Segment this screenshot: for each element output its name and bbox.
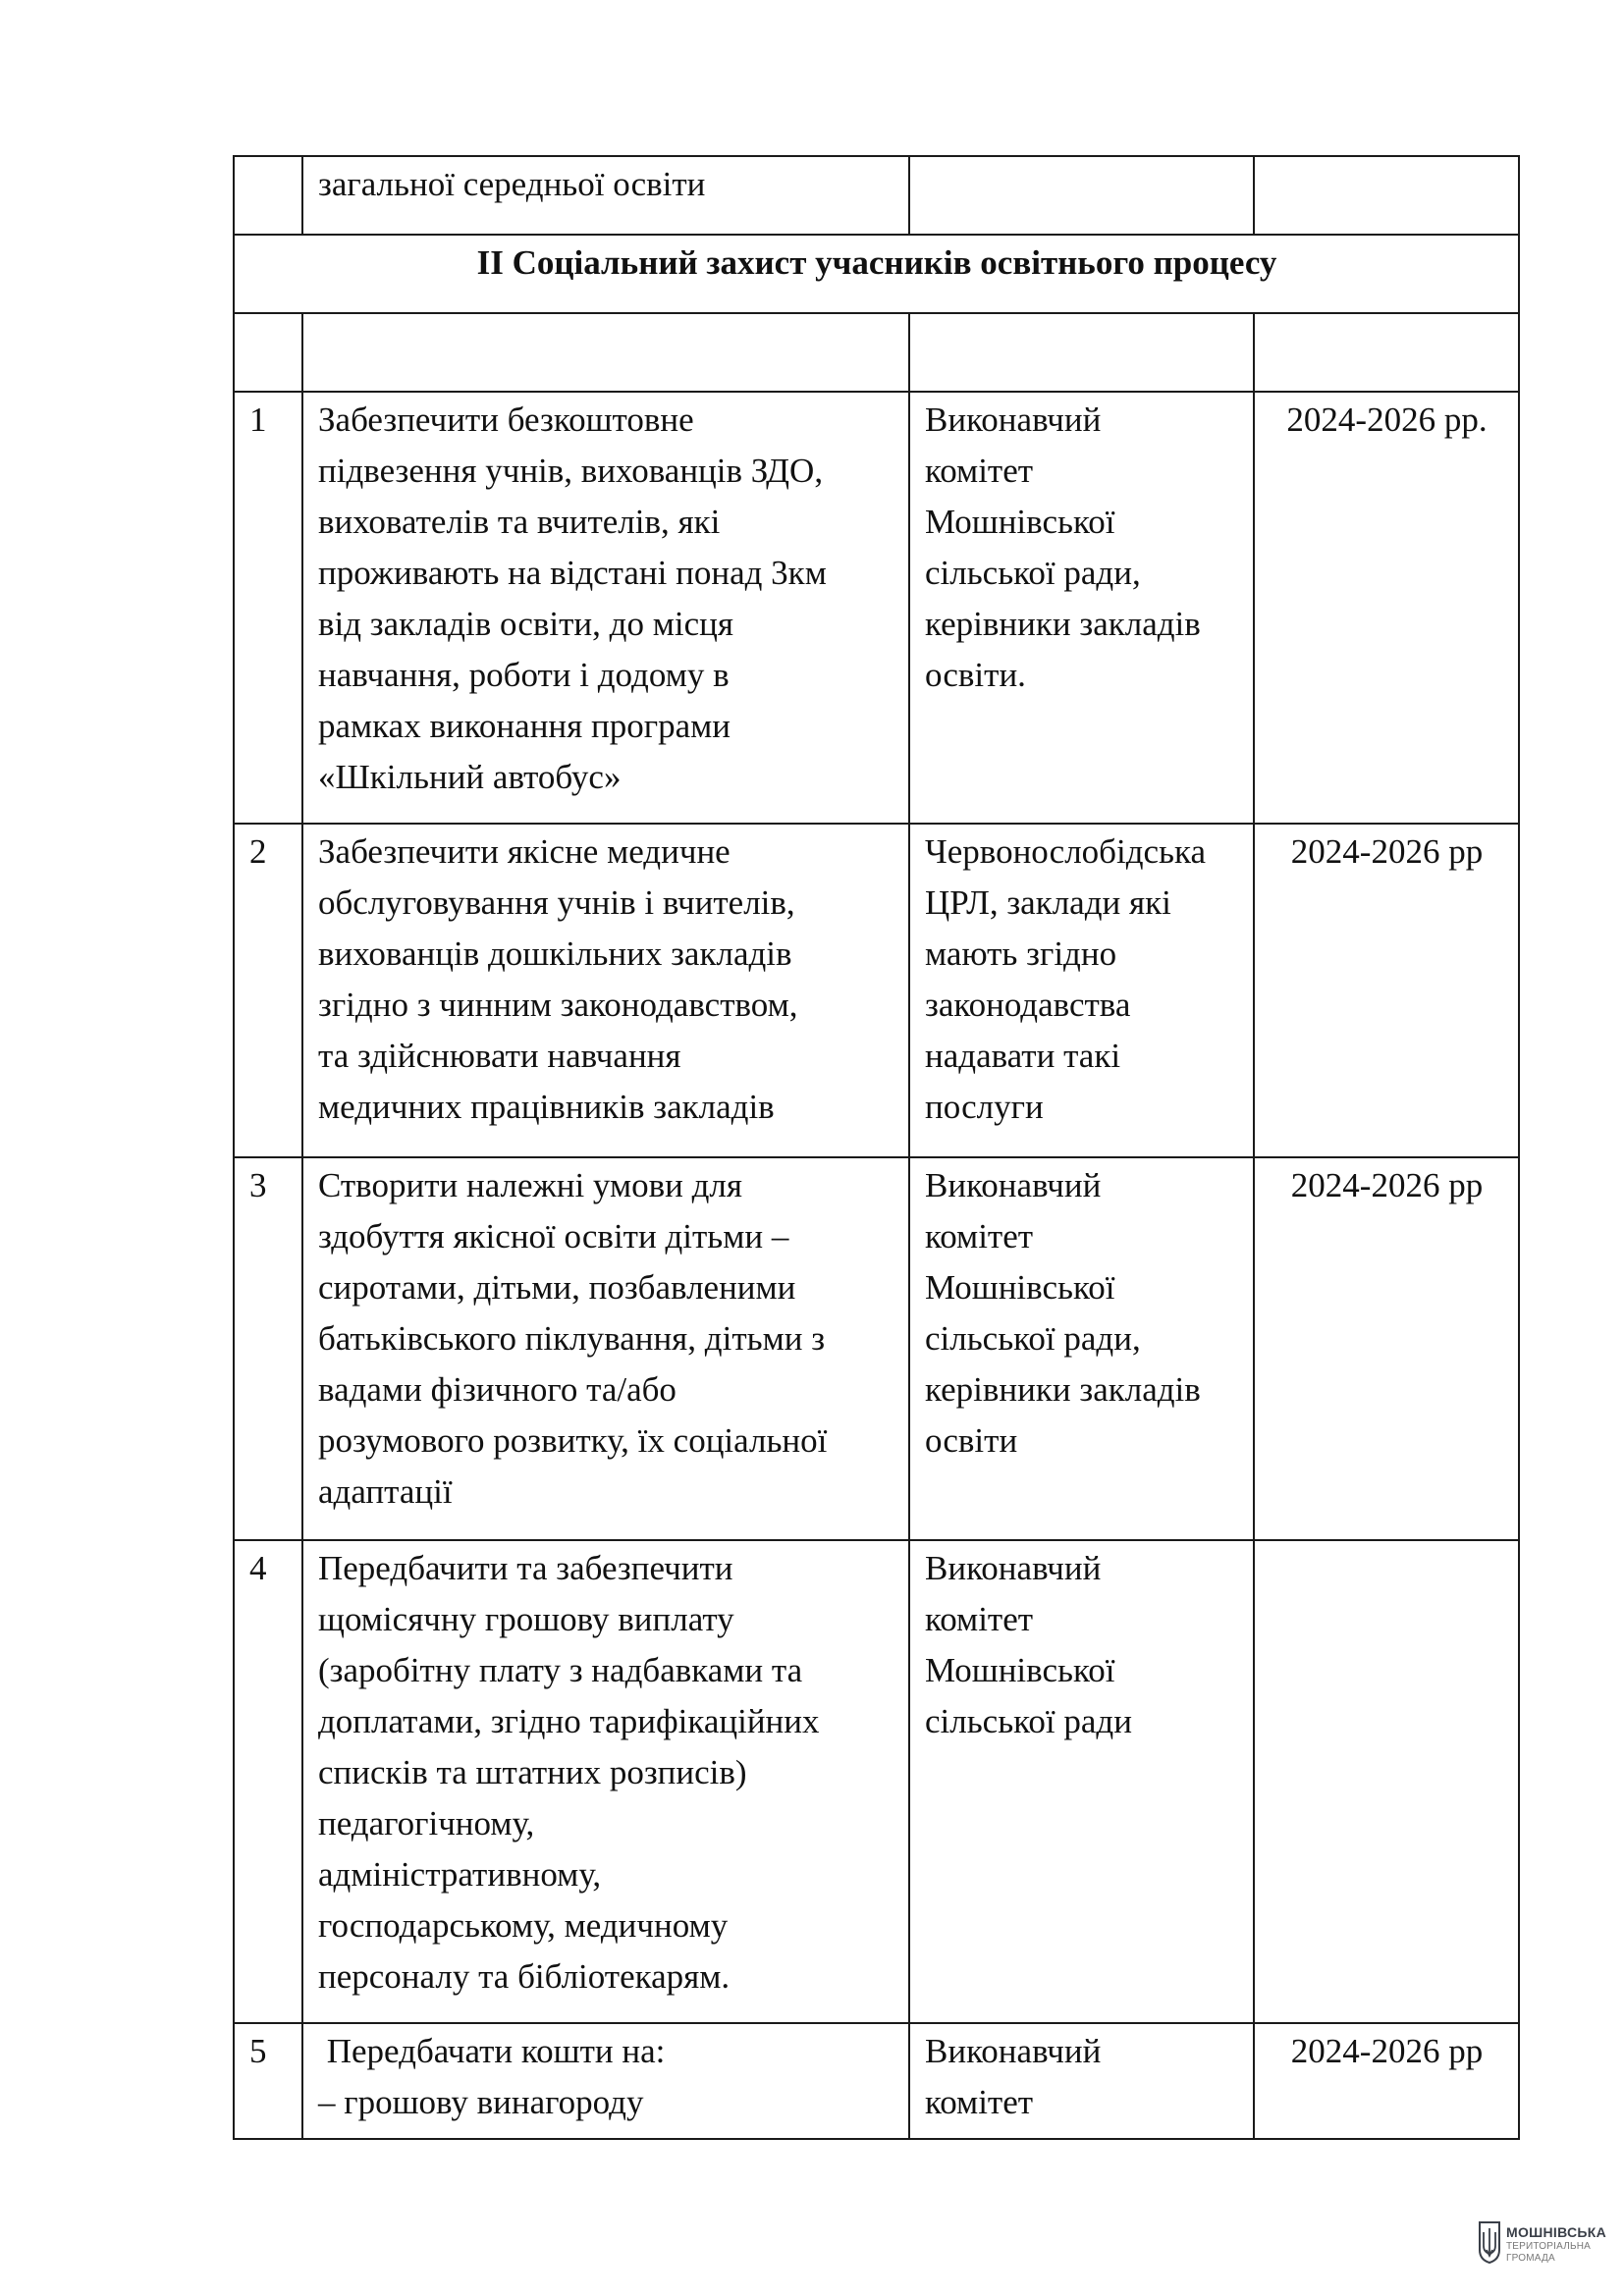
task-line: від закладів освіти, до місця	[318, 605, 733, 643]
executor-line: сільської ради	[925, 1702, 1132, 1740]
executor-line: Виконавчий	[925, 1549, 1102, 1587]
cell-num: 5	[234, 2023, 302, 2139]
task-line: щомісячну грошову виплату	[318, 1600, 734, 1638]
table-row	[234, 392, 1519, 824]
logo-subtitle: ГРОМАДА	[1506, 2253, 1555, 2264]
task-line: списків та штатних розписів)	[318, 1753, 747, 1791]
executor-line: мають згідно	[925, 934, 1117, 973]
cell-task	[302, 313, 909, 392]
task-line: вадами фізичного та/або	[318, 1370, 677, 1409]
executor-line: надавати такі	[925, 1037, 1121, 1075]
task-line: Передбачити та забезпечити	[318, 1549, 733, 1587]
executor-line: Мошнівської	[925, 503, 1115, 541]
trident-emblem-icon	[1477, 2220, 1502, 2264]
cell-term	[1254, 156, 1519, 235]
task-line: сиротами, дітьми, позбавленими	[318, 1268, 796, 1307]
cell-term: 2024-2026 рр	[1254, 2023, 1519, 2139]
section-row	[234, 235, 1519, 313]
executor-line: сільської ради,	[925, 554, 1141, 592]
cell-task	[302, 392, 909, 824]
task-line: згідно з чинним законодавством,	[318, 986, 798, 1024]
cell-term	[1254, 313, 1519, 392]
cell-executor	[909, 824, 1254, 1157]
cell-term: 2024-2026 рр	[1254, 824, 1519, 1157]
task-line: господарському, медичному	[318, 1906, 729, 1945]
table-row	[234, 1157, 1519, 1540]
task-line: Забезпечити якісне медичне	[318, 832, 731, 871]
task-line: здобуття якісної освіти дітьми –	[318, 1217, 789, 1255]
cell-term	[1254, 1540, 1519, 2023]
table-row	[234, 313, 1519, 392]
community-logo	[1477, 2220, 1624, 2279]
task-line: педагогічному,	[318, 1804, 535, 1842]
executor-line: Виконавчий	[925, 1166, 1102, 1204]
task-line: батьківського піклування, дітьми з	[318, 1319, 826, 1358]
measures-table	[233, 155, 1520, 2140]
task-text: загальної середньої освіти	[318, 165, 706, 203]
task-line: навчання, роботи і додому в	[318, 656, 730, 694]
task-line: вихователів та вчителів, які	[318, 503, 721, 541]
task-line: – грошову винагороду	[318, 2083, 644, 2121]
cell-executor	[909, 2023, 1254, 2139]
executor-line: законодавства	[925, 986, 1131, 1024]
cell-num: 2	[234, 824, 302, 1157]
section-title: II Соціальний захист учасників освітнього процесу	[234, 235, 1519, 313]
cell-executor	[909, 1157, 1254, 1540]
task-line: медичних працівників закладів	[318, 1088, 775, 1126]
executor-line: освіти.	[925, 656, 1026, 694]
task-line: проживають на відстані понад 3км	[318, 554, 827, 592]
executor-line: комітет	[925, 452, 1034, 490]
executor-line: Виконавчий	[925, 400, 1102, 439]
task-line: обслуговування учнів і вчителів,	[318, 883, 795, 922]
executor-line: послуги	[925, 1088, 1044, 1126]
task-line: Забезпечити безкоштовне	[318, 400, 694, 439]
executor-line: Червонослобідська	[925, 832, 1207, 871]
table-row	[234, 1540, 1519, 2023]
cell-task	[302, 824, 909, 1157]
task-line: підвезення учнів, вихованців ЗДО,	[318, 452, 824, 490]
cell-executor	[909, 392, 1254, 824]
executor-line: освіти	[925, 1421, 1018, 1460]
executor-line: сільської ради,	[925, 1319, 1141, 1358]
task-line: (заробітну плату з надбавками та	[318, 1651, 803, 1689]
logo-subtitle: ТЕРИТОРІАЛЬНА	[1506, 2241, 1592, 2252]
task-line: адміністративному,	[318, 1855, 602, 1894]
cell-term: 2024-2026 рр	[1254, 1157, 1519, 1540]
cell-task	[302, 1157, 909, 1540]
task-line: розумового розвитку, їх соціальної	[318, 1421, 828, 1460]
task-line: доплатами, згідно тарифікаційних	[318, 1702, 820, 1740]
cell-task	[302, 156, 909, 235]
executor-line: ЦРЛ, заклади які	[925, 883, 1171, 922]
cell-term: 2024-2026 рр.	[1254, 392, 1519, 824]
task-line: персоналу та бібліотекарям.	[318, 1957, 731, 1996]
executor-line: комітет	[925, 1217, 1034, 1255]
cell-executor	[909, 156, 1254, 235]
task-line: вихованців дошкільних закладів	[318, 934, 792, 973]
logo-title: МОШНІВСЬКА	[1506, 2224, 1607, 2240]
table-row	[234, 2023, 1519, 2139]
cell-num: 3	[234, 1157, 302, 1540]
executor-line: Мошнівської	[925, 1651, 1115, 1689]
task-line: та здійснювати навчання	[318, 1037, 681, 1075]
cell-num	[234, 156, 302, 235]
executor-line: керівники закладів	[925, 605, 1201, 643]
executor-line: Мошнівської	[925, 1268, 1115, 1307]
executor-line: Виконавчий	[925, 2032, 1102, 2070]
table-row	[234, 824, 1519, 1157]
cell-num: 1	[234, 392, 302, 824]
task-line: рамках виконання програми	[318, 707, 731, 745]
cell-executor	[909, 1540, 1254, 2023]
executor-line: комітет	[925, 2083, 1034, 2121]
cell-num	[234, 313, 302, 392]
cell-task	[302, 1540, 909, 2023]
executor-line: комітет	[925, 1600, 1034, 1638]
task-line: адаптації	[318, 1472, 453, 1511]
task-line: Передбачати кошти на:	[318, 2032, 666, 2070]
cell-executor	[909, 313, 1254, 392]
executor-line: керівники закладів	[925, 1370, 1201, 1409]
table-row	[234, 156, 1519, 235]
cell-task	[302, 2023, 909, 2139]
task-line: Створити належні умови для	[318, 1166, 742, 1204]
task-line: «Шкільний автобус»	[318, 758, 622, 796]
cell-num: 4	[234, 1540, 302, 2023]
